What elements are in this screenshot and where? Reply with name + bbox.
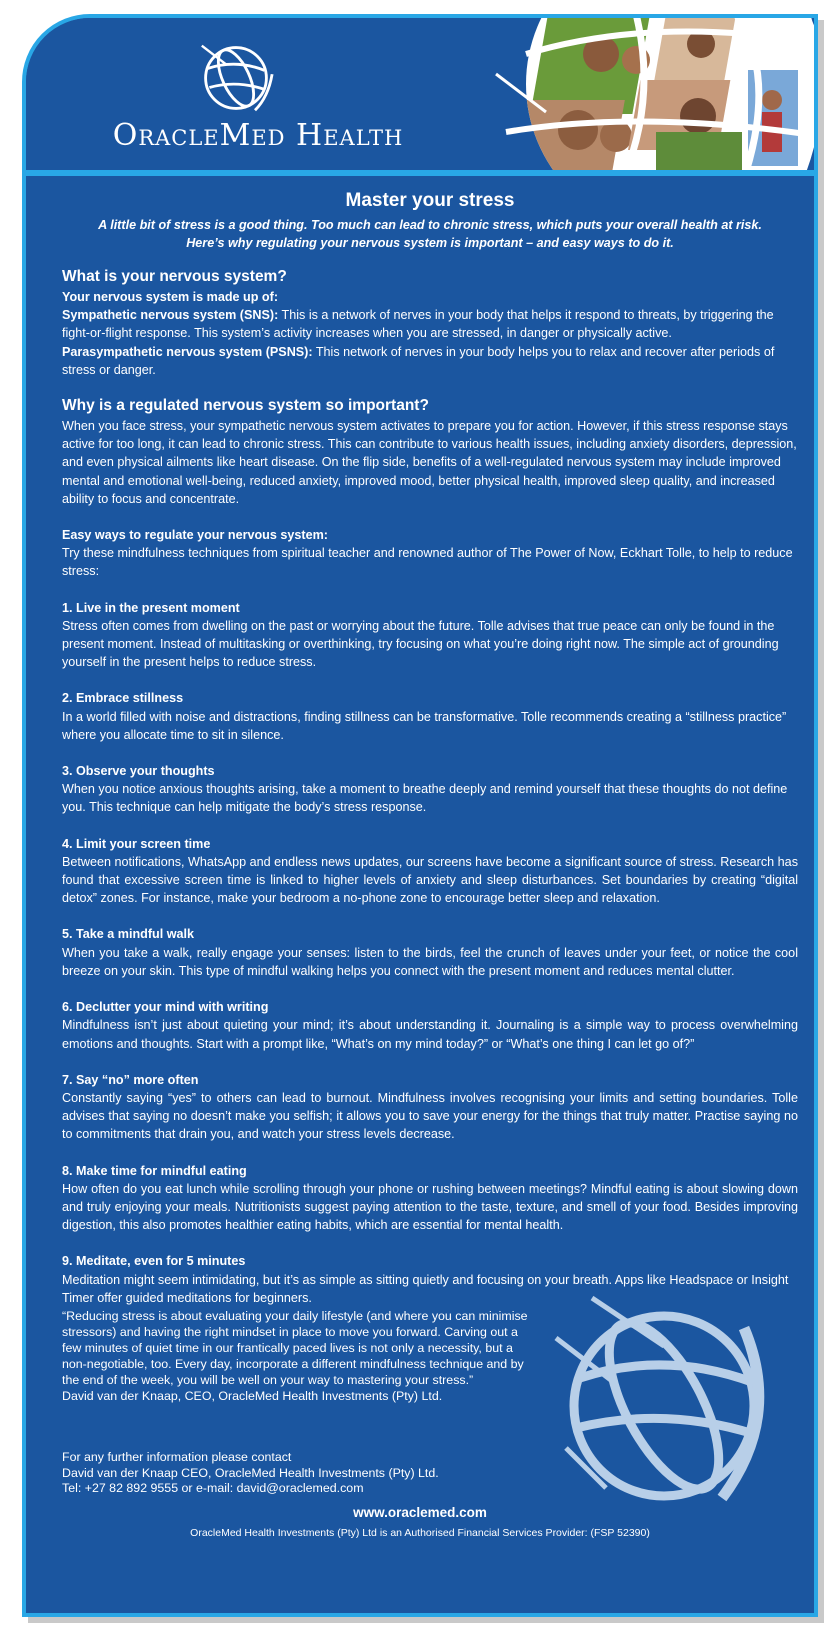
tip-text: Between notifications, WhatsApp and endless news updates, our screens have become a significant source of stress. Research has found that excessive screen time is linked to higher levels of anxiety and sleep disturbances. Set boundaries by creating “digital detox” zones. For instance, make your bedroom a no-phone zone to encourage better sleep and relaxation. [62, 854, 798, 906]
tip-item [62, 998, 798, 1053]
tip-item [62, 1071, 798, 1144]
legal-disclaimer: OracleMed Health Investments (Pty) Ltd is an Authorised Financial Services Provider: (FSP 52390) [190, 1527, 650, 1540]
psns-label: Parasympathetic nervous system (PSNS): [62, 344, 313, 359]
tip-title: 7. Say “no” more often [62, 1072, 199, 1087]
subtitle-line: A little bit of stress is a good thing. Too much can lead to chronic stress, which puts your overall health at risk. [98, 218, 762, 232]
section-heading: Easy ways to regulate your nervous system: [62, 528, 328, 543]
contact-line[interactable]: Tel: +27 82 892 9555 or e-mail: david@oraclemed.com [62, 1481, 364, 1495]
website-link[interactable]: www.oraclemed.com [353, 1505, 487, 1520]
tip-item [62, 925, 798, 980]
sns-text: This is a network of nerves in your body that helps it respond to threats, by triggering the fight-or-flight response. This system’s activity increases when you are stressed, in danger or physically active. [62, 308, 774, 341]
section-intro: Your nervous system is made up of: [62, 290, 279, 304]
tip-title: 9. Meditate, even for 5 minutes [62, 1254, 246, 1269]
tip-item [62, 1162, 798, 1235]
sns-label: Sympathetic nervous system (SNS): [62, 308, 279, 323]
header-divider [26, 170, 814, 176]
contact-info [62, 1450, 562, 1497]
sns-paragraph [62, 306, 798, 342]
page-title: Master your stress [345, 190, 515, 211]
tip-title: 6. Declutter your mind with writing [62, 1000, 269, 1015]
tip-title: 2. Embrace stillness [62, 691, 184, 706]
tip-text: In a world filled with noise and distractions, finding stillness can be transformative. Tolle recommends creating a “stillness practice” where you allocate time to sit in silence. [62, 709, 787, 742]
tip-item [62, 835, 798, 908]
quote-attribution: David van der Knaap, CEO, OracleMed Health Investments (Pty) Ltd. [62, 1389, 443, 1403]
contact-line: For any further information please contact [62, 1450, 292, 1464]
tip-text: How often do you eat lunch while scrolling through your phone or rushing between meetings? Mindful eating is about slowing down and truly enjoying your meals. Nutritionists suggest paying attention to the taste, texture, and smell of your food. Besides improving digestion, this also promotes healthier eating habits, which are essential for mental health. [62, 1181, 798, 1233]
psns-paragraph [62, 343, 798, 379]
tip-title: 4. Limit your screen time [62, 836, 211, 851]
footer [26, 1504, 814, 1542]
section-paragraph: When you face stress, your sympathetic nervous system activates to prepare you for action. However, if this stress response stays active for too long, it can lead to chronic stress. This can contribute to various health issues, including anxiety disorders, depression, and even physical ailments like heart disease. On the flip side, benefits of a well-regulated nervous system may include improved mental and emotional well-being, reduced anxiety, improved mood, better physical health, improved sleep quality, and increased ability to focus and concentrate. [62, 419, 797, 506]
tip-text: Meditation might seem intimidating, but it’s as simple as sitting quietly and focusing on your breath. Apps like Headspace or Insight Timer offer guided meditations for beginners. [62, 1272, 789, 1305]
tip-text: Mindfulness isn’t just about quieting your mind; it’s about understanding it. Journaling is a simple way to process overwhelming emotions and thoughts. Start with a prompt like, “What’s on my mind today?” or “What’s one thing I can let go of?” [62, 1018, 798, 1051]
brand-name: OracleMed Health [112, 118, 404, 153]
quote-text: “Reducing stress is about evaluating your daily lifestyle (and where you can minimise stressors) and having the right mindset in place to move you forward. Carving out a few minutes of quiet time in our frantically paced lives is not only a necessity, but a non-negotiable, too. Every day, incorporate a different mindfulness technique and by the end of the week, you will be well on your way to mastering your stress.” [62, 1309, 528, 1387]
globe-watermark-icon [546, 1288, 776, 1518]
section-heading: Why is a regulated nervous system so important? [62, 397, 429, 415]
tip-title: 1. Live in the present moment [62, 600, 240, 615]
section-heading: What is your nervous system? [62, 268, 287, 285]
section-paragraph: Try these mindfulness techniques from spiritual teacher and renowned author of The Power of Now, Eckhart Tolle, to help to reduce stress: [62, 546, 793, 579]
article-body [62, 178, 798, 1307]
contact-line: David van der Knaap CEO, OracleMed Health Investments (Pty) Ltd. [62, 1465, 439, 1480]
header-banner [26, 18, 814, 170]
tip-item [62, 599, 798, 672]
tip-text: When you notice anxious thoughts arising, take a moment to breathe deeply and remind yourself that these thoughts do not define you. This technique can help mitigate the body’s stress response. [62, 782, 788, 815]
tip-item [62, 762, 798, 817]
tip-text: When you take a walk, really engage your senses: listen to the birds, feel the crunch of leaves under your feet, or notice the cool breeze on your skin. This type of mindful walking helps you connect with the present moment and reduces mental clutter. [62, 945, 798, 978]
globe-logo-icon [198, 40, 274, 116]
tip-title: 5. Take a mindful walk [62, 927, 195, 942]
newsletter-card [22, 14, 818, 1617]
psns-text: This network of nerves in your body helps you to relax and recover after periods of stress or danger. [62, 344, 775, 377]
tip-title: 8. Make time for mindful eating [62, 1163, 247, 1178]
family-photo-collage [486, 14, 818, 172]
tip-text: Constantly saying “yes” to others can lead to burnout. Mindfulness involves recognising your limits and setting boundaries. Tolle advises that saying no doesn’t make you selfish; it allows you to save your energy for the things that truly matter. Practise saying no to commitments that drain you, and watch your stress levels decrease. [62, 1090, 798, 1142]
tip-item [62, 689, 798, 744]
tip-text: Stress often comes from dwelling on the past or worrying about the future. Tolle advises that true peace can only be found in the present moment. Instead of multitasking or overthinking, try focusing on what you’re doing right now. The simple act of grounding yourself in the present helps to reduce stress. [62, 618, 779, 670]
ceo-quote [62, 1308, 532, 1404]
subtitle-line: Here’s why regulating your nervous system is important – and easy ways to do it. [186, 236, 674, 250]
tip-title: 3. Observe your thoughts [62, 764, 215, 779]
